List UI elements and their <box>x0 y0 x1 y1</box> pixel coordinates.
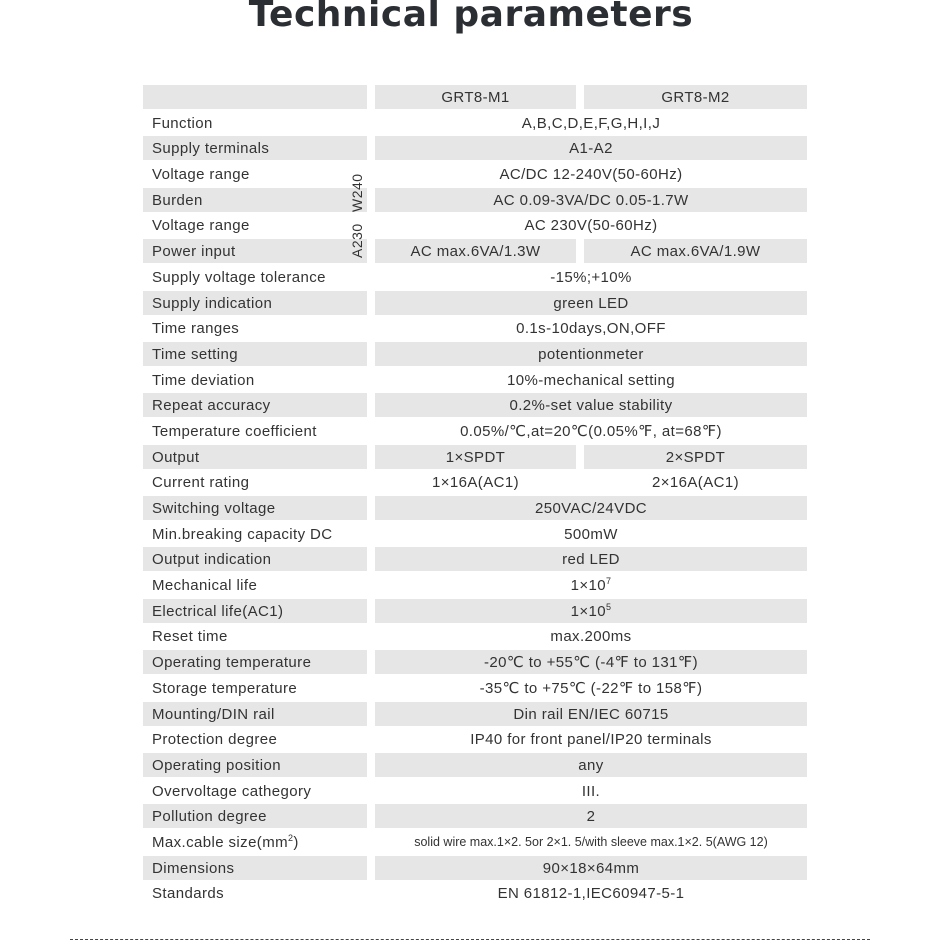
row-value-text: A,B,C,D,E,F,G,H,I,J <box>521 114 661 132</box>
row-value <box>375 419 807 443</box>
table-row <box>143 111 807 137</box>
row-label <box>143 136 367 160</box>
table-row <box>143 393 807 419</box>
row-value-text: 1×10 <box>570 602 606 620</box>
spec-table <box>143 85 807 907</box>
row-label-text: Supply terminals <box>152 140 270 158</box>
row-label-text: Operating position <box>152 756 281 774</box>
row-label-text: Time deviation <box>152 371 255 389</box>
table-row <box>143 239 807 265</box>
row-value-text: 2 <box>586 808 596 826</box>
row-value-text: 10%-mechanical setting <box>506 371 676 389</box>
row-value <box>375 368 807 392</box>
row-label <box>143 239 367 263</box>
row-value <box>375 599 807 623</box>
header-m2: GRT8-M2 <box>584 85 807 109</box>
row-label-text: Temperature coefficient <box>152 422 317 440</box>
row-value <box>375 804 807 828</box>
table-row <box>143 419 807 445</box>
row-label-text: Switching voltage <box>152 500 276 517</box>
row-value-text: Din rail EN/IEC 60715 <box>513 705 669 723</box>
table-row <box>143 624 807 650</box>
row-value <box>375 702 807 726</box>
row-value-text: A1-A2 <box>569 140 613 158</box>
table-row <box>143 522 807 548</box>
row-label <box>143 753 367 777</box>
row-value-text: max.200ms <box>550 628 632 646</box>
row-value-text: red LED <box>562 551 620 569</box>
row-value-text: AC 230V(50-60Hz) <box>524 217 658 235</box>
row-label <box>143 599 367 623</box>
row-label-text: Standards <box>152 885 224 903</box>
row-label-text: Protection degree <box>152 731 278 749</box>
table-body <box>143 111 807 907</box>
row-label-text: Power input <box>152 243 236 261</box>
row-value-superscript: 7 <box>605 576 612 587</box>
row-value-m1: 1×16A(AC1) <box>432 474 519 492</box>
row-value-m1: 1×SPDT <box>375 445 576 469</box>
row-value <box>375 111 807 135</box>
row-value-m2: 2×16A(AC1) <box>652 474 739 492</box>
table-row <box>143 650 807 676</box>
row-label-text: Voltage range <box>152 217 250 235</box>
page-title: Technical parameters <box>248 0 694 35</box>
row-label-text: Mounting/DIN rail <box>152 705 275 723</box>
row-value-text: -35℃ to +75℃ (-22℉ to 158℉) <box>479 679 703 697</box>
row-label-text: Output indication <box>152 551 272 569</box>
row-value-text: 0.2%-set value stability <box>509 397 673 415</box>
row-label-text: Operating temperature <box>152 654 312 672</box>
row-label <box>143 445 367 469</box>
row-label-text: Supply indication <box>152 294 273 312</box>
row-value <box>375 573 807 597</box>
row-value-text: 500mW <box>564 525 618 543</box>
row-label <box>143 470 367 494</box>
table-row <box>143 856 807 882</box>
row-label-superscript: 2 <box>288 832 294 843</box>
row-label <box>143 419 367 443</box>
row-label <box>143 702 367 726</box>
table-row <box>143 547 807 573</box>
row-label-text: Dimensions <box>152 859 235 877</box>
header-label-cell <box>143 85 367 109</box>
row-label <box>143 881 367 905</box>
row-label <box>143 393 367 417</box>
row-label <box>143 316 367 340</box>
row-value-text: any <box>578 756 604 774</box>
row-label-text: Storage temperature <box>152 679 298 697</box>
row-value-text: potentionmeter <box>538 345 644 363</box>
table-header-row <box>143 85 807 111</box>
table-row <box>143 881 807 907</box>
table-row <box>143 265 807 291</box>
group-label-w240: W240 <box>349 173 365 212</box>
row-value <box>375 291 807 315</box>
row-value <box>375 624 807 648</box>
row-label <box>143 111 367 135</box>
row-label <box>143 188 367 212</box>
row-label <box>143 856 367 880</box>
row-value-text: 250VAC/24VDC <box>534 500 648 517</box>
row-value-m2: AC max.6VA/1.9W <box>584 239 807 263</box>
row-label <box>143 804 367 828</box>
header-m1: GRT8-M1 <box>375 85 576 109</box>
row-value-text: green LED <box>553 294 629 312</box>
table-row <box>143 753 807 779</box>
row-label-text: Burden <box>152 191 203 209</box>
row-value <box>375 753 807 777</box>
row-label <box>143 547 367 571</box>
row-value <box>375 830 807 854</box>
table-row <box>143 496 807 522</box>
row-value <box>375 779 807 803</box>
row-label <box>143 650 367 674</box>
row-value <box>375 265 807 289</box>
table-row <box>143 368 807 394</box>
row-value-text: 0.05%/℃,at=20℃(0.05%℉, at=68℉) <box>460 422 722 440</box>
row-label <box>143 727 367 751</box>
row-label-text: Repeat accuracy <box>152 397 271 415</box>
row-value <box>375 856 807 880</box>
row-value-text: EN 61812-1,IEC60947-5-1 <box>497 885 685 903</box>
row-label-text: Time ranges <box>152 320 240 338</box>
row-value-text: 90×18×64mm <box>542 859 640 877</box>
row-value <box>375 393 807 417</box>
row-label <box>143 291 367 315</box>
row-value-superscript: 5 <box>605 601 612 612</box>
table-row <box>143 676 807 702</box>
row-value <box>375 881 807 905</box>
row-value-text: -20℃ to +55℃ (-4℉ to 131℉) <box>484 654 698 672</box>
table-row <box>143 573 807 599</box>
row-label <box>143 830 367 854</box>
row-value-m1: AC max.6VA/1.3W <box>375 239 576 263</box>
row-label <box>143 676 367 700</box>
row-value <box>375 188 807 212</box>
row-label <box>143 162 367 186</box>
row-label-text: Mechanical life <box>152 577 258 595</box>
row-value <box>375 496 807 520</box>
group-label-a230: A230 <box>349 223 365 258</box>
row-label <box>143 213 367 237</box>
row-label-text: Current rating <box>152 474 250 492</box>
row-value <box>375 213 807 237</box>
table-row <box>143 316 807 342</box>
row-label <box>143 265 367 289</box>
row-label-text: Time setting <box>152 345 238 363</box>
row-value <box>375 522 807 546</box>
table-row <box>143 162 807 188</box>
row-value <box>375 650 807 674</box>
row-value <box>375 316 807 340</box>
row-value <box>375 162 807 186</box>
row-value-m2: 2×SPDT <box>584 445 807 469</box>
row-label-text: Reset time <box>152 628 228 646</box>
row-value-text: AC/DC 12-240V(50-60Hz) <box>499 166 683 184</box>
row-value <box>375 676 807 700</box>
row-value-text: AC 0.09-3VA/DC 0.05-1.7W <box>493 191 689 209</box>
row-value-text: 1×10 <box>570 577 606 595</box>
row-value-text: -15%;+10% <box>550 268 632 286</box>
row-label-text: Overvoltage cathegory <box>152 782 312 800</box>
table-row <box>143 702 807 728</box>
table-row <box>143 804 807 830</box>
row-value-text: IP40 for front panel/IP20 terminals <box>470 731 712 749</box>
row-label-text: Min.breaking capacity DC <box>152 525 333 543</box>
row-label-text: Electrical life(AC1) <box>152 602 284 620</box>
table-row <box>143 188 807 214</box>
row-label <box>143 522 367 546</box>
table-row <box>143 599 807 625</box>
table-row <box>143 779 807 805</box>
row-label-text: Pollution degree <box>152 808 267 826</box>
row-label-text: Voltage range <box>152 166 250 184</box>
row-label <box>143 496 367 520</box>
row-label <box>143 573 367 597</box>
row-label-suffix: ) <box>293 833 299 851</box>
table-row <box>143 291 807 317</box>
table-row <box>143 727 807 753</box>
row-value-text: 0.1s-10days,ON,OFF <box>516 320 666 338</box>
row-label <box>143 779 367 803</box>
table-row <box>143 470 807 496</box>
row-value <box>375 342 807 366</box>
row-value <box>375 136 807 160</box>
row-value <box>375 547 807 571</box>
table-row <box>143 445 807 471</box>
row-value-text: solid wire max.1×2. 5or 2×1. 5/with sleeve max.1×2. 5(AWG 12) <box>414 834 768 849</box>
row-label <box>143 624 367 648</box>
bottom-divider <box>70 939 870 940</box>
row-label-text: Max.cable size(mm <box>152 833 288 851</box>
row-label-text: Output <box>152 448 200 466</box>
table-row <box>143 830 807 856</box>
row-label <box>143 368 367 392</box>
table-row <box>143 136 807 162</box>
row-label-text: Function <box>152 114 213 132</box>
table-row <box>143 342 807 368</box>
row-label <box>143 342 367 366</box>
row-value <box>375 727 807 751</box>
table-row <box>143 213 807 239</box>
row-label-text: Supply voltage tolerance <box>152 268 326 286</box>
row-value-text: III. <box>581 782 601 800</box>
